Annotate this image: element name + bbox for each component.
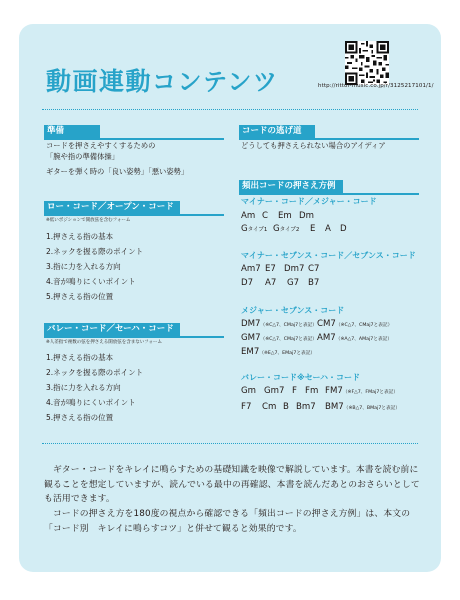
chord-dm[interactable]: Dm: [299, 211, 314, 221]
heading-underline: [44, 138, 224, 140]
footer-paragraph-1: ギター・コードをキレイに鳴らすための基礎知識を映像で解説しています。本書を読む前に観ることを想定していますが、読んでいる最中の再確認、本書を読んだあとのおさらいとしても活用できます。: [44, 465, 420, 505]
chord-cm7-major[interactable]: [317, 319, 392, 329]
chord-d[interactable]: D: [340, 224, 347, 234]
chord-cm7-major-note: （※C△7、CMaj7と表記）: [335, 323, 393, 328]
chord-bm7-major-note: （※B△7、BMaj7と表記）: [343, 406, 401, 411]
chord-g-type2-note: タイプ2: [279, 227, 300, 233]
footer-paragraph-2: コードの押さえ方を180度の視点から確認できる「頻出コードの押さえ方例」は、本文の「コード別 キレイに鳴らすコツ」と併せて観ると効果的です。: [44, 509, 411, 534]
heading-freq-chords: [239, 180, 343, 193]
chord-bm7-major-label: BM7: [325, 402, 344, 412]
qr-code-icon[interactable]: [345, 41, 389, 85]
chord-gm7-major[interactable]: [241, 333, 317, 343]
chord-gm[interactable]: Gm: [241, 386, 257, 396]
chord-fm7-major[interactable]: [325, 386, 398, 396]
divider-bottom: [42, 443, 418, 444]
chord-g-type2-label: G: [273, 224, 280, 234]
chord-dm7-major-label: DM7: [241, 319, 261, 329]
heading-underline: [44, 336, 224, 338]
chord-dm7-major-note: （※C△7、CMaj7と表記）: [260, 323, 317, 328]
page-title: [46, 62, 278, 98]
chord-cm7-major-label: CM7: [317, 319, 336, 329]
low-item-1: 1.押さえる指の基本: [46, 232, 114, 241]
escape-line: どうしても押さえられない場合のアイディア: [241, 141, 386, 150]
chord-fm7-major-note: （※F△7、FMaj7と表記）: [342, 390, 399, 395]
chord-em7-major-note: （※E△7、EMaj7と表記）: [259, 351, 316, 356]
chord-e[interactable]: E: [310, 224, 316, 234]
chord-bm7[interactable]: Bm7: [296, 402, 316, 412]
barre-item-1: 1.押さえる指の基本: [46, 353, 114, 362]
chord-fm[interactable]: Fm: [305, 386, 319, 396]
barre-item-3: 3.指に力を入れる方向: [46, 383, 121, 392]
low-item-4: 4.音が鳴りにくいポイント: [46, 277, 136, 286]
chord-g-type2[interactable]: [273, 224, 299, 234]
chord-f[interactable]: F: [292, 386, 297, 396]
barre-chords-label: バレー・コード※セーハ・コード: [241, 373, 361, 382]
low-chord-note: ※低いポジションで開放弦を含むフォーム: [46, 218, 131, 223]
barre-item-2: 2.ネックを握る際のポイント: [46, 368, 144, 377]
chord-gm7[interactable]: Gm7: [264, 386, 285, 396]
chord-am7-major[interactable]: [317, 333, 392, 343]
chord-c[interactable]: C: [262, 211, 269, 221]
heading-escape: [239, 125, 315, 138]
chord-e7[interactable]: E7: [265, 264, 276, 274]
chord-cm[interactable]: Cm: [262, 402, 277, 412]
chord-b7[interactable]: B7: [308, 278, 320, 288]
prep-line-3: ギターを弾く時の「良い姿勢」「悪い姿勢」: [46, 167, 189, 176]
chord-em7-major[interactable]: [241, 347, 315, 357]
heading-escape-label: コードの逃げ道: [242, 126, 302, 136]
chord-g7[interactable]: G7: [287, 278, 300, 288]
chord-d7[interactable]: D7: [241, 278, 254, 288]
heading-barre-chord: [44, 323, 180, 336]
chord-bm7-major[interactable]: [325, 402, 400, 412]
heading-freq-chords-label: 頻出コードの押さえ方例: [242, 181, 336, 191]
heading-underline: [239, 138, 419, 140]
chord-am7-major-note: （※A△7、AMaj7と表記）: [335, 337, 393, 342]
chord-am7-major-label: AM7: [317, 333, 336, 343]
chord-fm7-major-label: FM7: [325, 386, 343, 396]
chord-b[interactable]: B: [283, 402, 289, 412]
low-item-2: 2.ネックを握る際のポイント: [46, 247, 144, 256]
divider-top: [42, 109, 418, 110]
content-url[interactable]: http://rittor-music.co.jp/r/3125217101/1/: [318, 83, 434, 89]
prep-line-1: コードを押さえやすくするための: [46, 141, 156, 150]
chord-g-type1-label: G: [241, 224, 248, 234]
chord-gm7-major-note: （※C△7、CMaj7と表記）: [260, 337, 317, 342]
chord-dm7-major[interactable]: [241, 319, 317, 329]
barre-chord-note: ※人差指で複数の弦を押さえる開放弦を含まないフォーム: [46, 340, 163, 345]
chord-am7[interactable]: Am7: [241, 264, 261, 274]
minor-chord-label: マイナー・コード／メジャー・コード: [241, 197, 377, 206]
major7-chord-label: メジャー・セブンス・コード: [241, 306, 345, 315]
chord-gm7-major-label: GM7: [241, 333, 261, 343]
chord-g-type1-note: タイプ1: [247, 227, 268, 233]
barre-item-4: 4.音が鳴りにくいポイント: [46, 398, 136, 407]
heading-prep-label: 準備: [47, 126, 65, 136]
chord-f7[interactable]: F7: [241, 402, 252, 412]
heading-underline: [44, 214, 224, 216]
chord-c7[interactable]: C7: [308, 264, 320, 274]
chord-em7-major-label: EM7: [241, 347, 260, 357]
chord-a[interactable]: A: [325, 224, 331, 234]
chord-g-type1[interactable]: [241, 224, 267, 234]
heading-barre-chord-label: バレー・コード／セーハ・コード: [47, 324, 174, 334]
heading-prep: [44, 125, 100, 138]
heading-low-chord: [44, 201, 180, 214]
heading-underline: [239, 193, 419, 195]
barre-item-5: 5.押さえる指の位置: [46, 413, 114, 422]
chord-em[interactable]: Em: [278, 211, 292, 221]
low-item-3: 3.指に力を入れる方向: [46, 262, 121, 271]
prep-line-2: 「腕や指の準備体操」: [46, 152, 119, 161]
low-item-5: 5.押さえる指の位置: [46, 292, 114, 301]
chord-a7[interactable]: A7: [265, 278, 277, 288]
seventh-chord-label: マイナー・セブンス・コード／セブンス・コード: [241, 251, 416, 260]
chord-am[interactable]: Am: [241, 211, 256, 221]
title-main: 動画連動: [46, 67, 153, 96]
heading-low-chord-label: ロー・コード／オープン・コード: [47, 202, 174, 212]
chord-dm7[interactable]: Dm7: [284, 264, 305, 274]
title-sub: コンテンツ: [152, 68, 279, 96]
